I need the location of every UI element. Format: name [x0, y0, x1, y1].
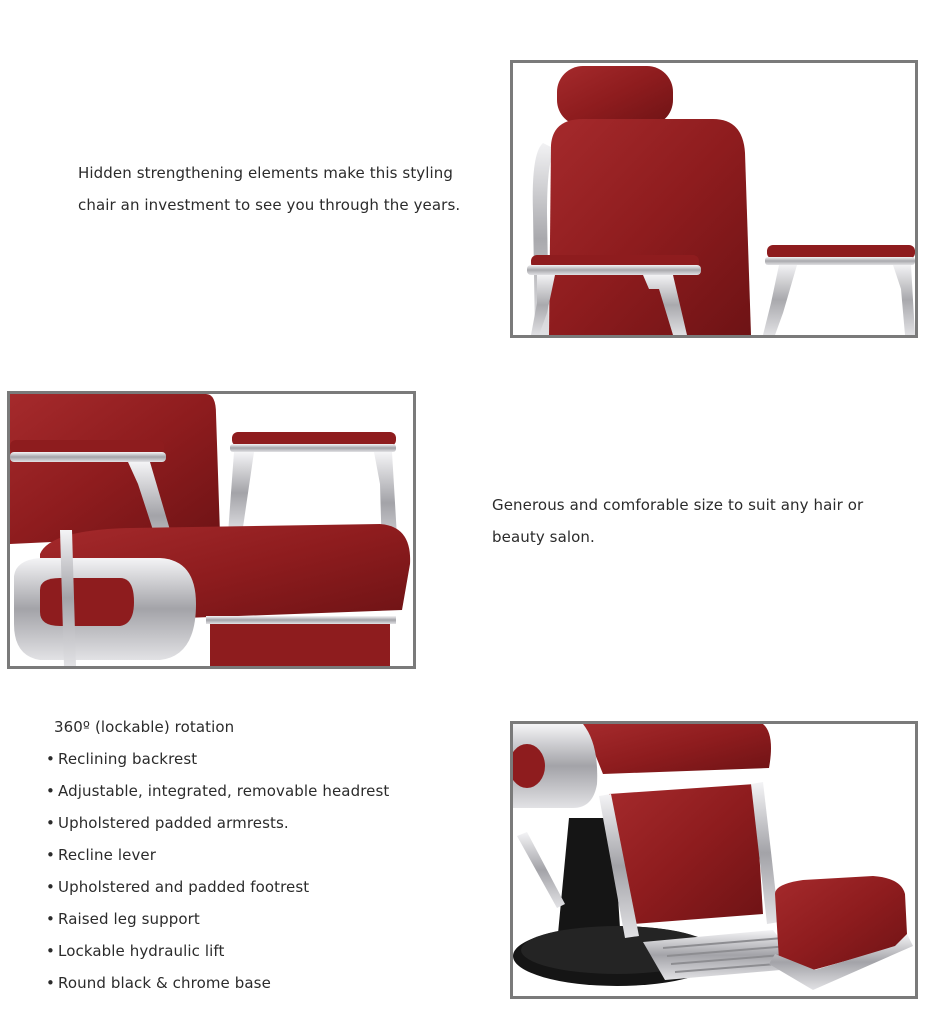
chair-backrest-photo — [510, 60, 918, 338]
feature-item: • Raised leg support — [46, 903, 466, 935]
feature-item: • Recline lever — [46, 839, 466, 871]
size-line-1: Generous and comforable size to suit any hair or — [492, 496, 864, 514]
chair-seat-photo — [7, 391, 416, 669]
feature-item: • Reclining backrest — [46, 743, 466, 775]
size-line-2: beauty salon. — [492, 528, 595, 546]
size-description — [492, 489, 872, 553]
feature-list — [46, 743, 466, 999]
chair-footrest-photo — [510, 721, 918, 999]
strength-description — [78, 157, 468, 221]
strength-line-2: chair an investment to see you through the years. — [78, 196, 461, 214]
feature-item: • Round black & chrome base — [46, 967, 466, 999]
feature-item: • Adjustable, integrated, removable headrest — [46, 775, 466, 807]
feature-list-section — [46, 711, 466, 999]
strength-line-1: Hidden strengthening elements make this styling — [78, 164, 454, 182]
feature-heading: 360º (lockable) rotation — [54, 718, 235, 736]
feature-item: • Upholstered and padded footrest — [46, 871, 466, 903]
feature-item: • Upholstered padded armrests. — [46, 807, 466, 839]
feature-item: • Lockable hydraulic lift — [46, 935, 466, 967]
